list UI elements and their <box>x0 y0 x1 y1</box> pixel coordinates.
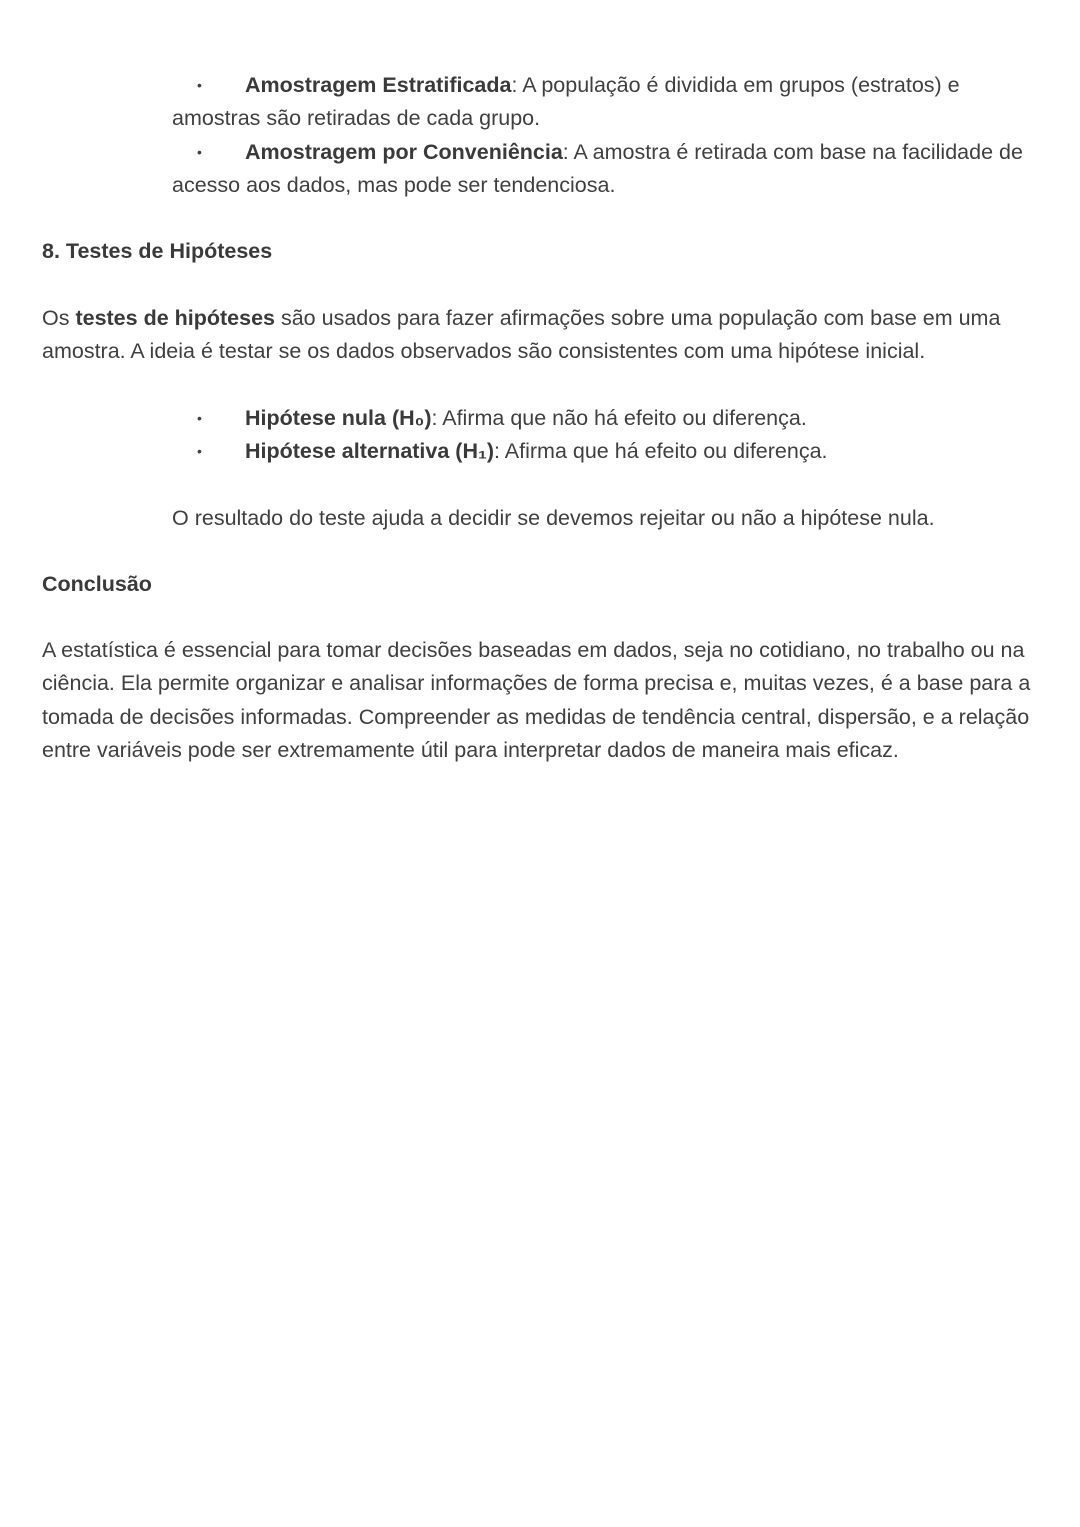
definition-stratified-sampling: : A população é dividida em grupos (estratos) e amostras são retiradas de cada grupo. <box>172 73 960 131</box>
intro-suffix: são usados para fazer afirmações sobre uma população com base em uma amostra. A ideia é testar se os dados observados são consistentes com uma hipótese inicial. <box>42 306 1001 364</box>
paragraph-test-result: O resultado do teste ajuda a decidir se devemos rejeitar ou não a hipótese nula. <box>172 506 935 530</box>
term-null-hypothesis: Hipótese nula (H₀) <box>245 406 432 430</box>
term-convenience-sampling: Amostragem por Conveniência <box>245 140 563 164</box>
intro-bold-term: testes de hipóteses <box>75 306 275 330</box>
definition-convenience-sampling: : A amostra é retirada com base na facilidade de acesso aos dados, mas pode ser tendenciosa. <box>172 140 1023 198</box>
list-item-convenience-sampling <box>172 136 1040 203</box>
term-alternative-hypothesis: Hipótese alternativa (H₁) <box>245 439 495 463</box>
list-item-alternative-hypothesis <box>172 435 1040 468</box>
list-item-null-hypothesis <box>172 402 1040 435</box>
section-heading-hypothesis-tests: 8. Testes de Hipóteses <box>42 239 273 263</box>
intro-prefix: Os <box>42 306 76 330</box>
bullet-icon: • <box>197 410 202 426</box>
bullet-icon: • <box>197 77 202 93</box>
bullet-icon: • <box>197 144 202 160</box>
list-item-stratified-sampling <box>172 69 1040 136</box>
section-heading-conclusion: Conclusão <box>42 572 152 596</box>
paragraph-conclusion: A estatística é essencial para tomar decisões baseadas em dados, seja no cotidiano, no trabalho ou na ciência. Ela permite organizar e analisar informações de forma precisa e, muitas vezes, é a base para a tomada de decisões informadas. Compreender as medidas de tendência central, dispersão, e a relação entre variáveis pode ser extremamente útil para interpretar dados de maneira mais eficaz. <box>42 638 1031 762</box>
definition-alternative-hypothesis: : Afirma que há efeito ou diferença. <box>494 439 828 463</box>
term-stratified-sampling: Amostragem Estratificada <box>245 73 512 97</box>
paragraph-hypothesis-intro <box>42 302 1042 369</box>
bullet-icon: • <box>197 443 202 459</box>
definition-null-hypothesis: : Afirma que não há efeito ou diferença. <box>431 406 807 430</box>
